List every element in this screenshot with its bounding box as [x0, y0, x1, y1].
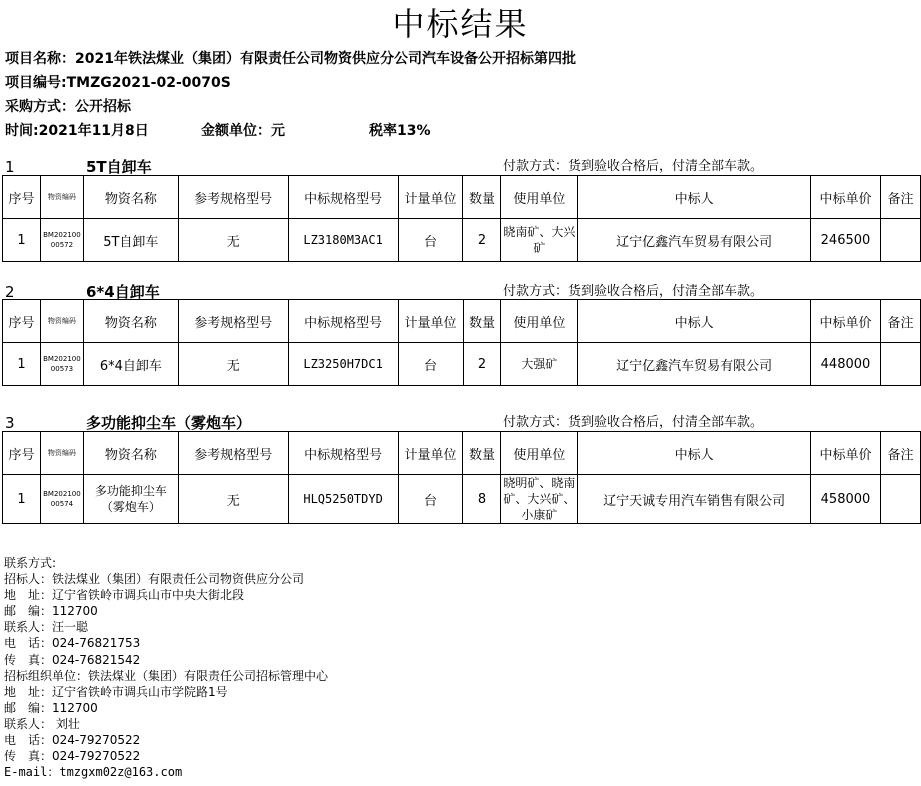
cell-price: 448000 [811, 343, 881, 386]
section-number: 3 [5, 414, 15, 432]
section-2-table [2, 299, 921, 386]
tax-rate: 税率13% [369, 123, 431, 139]
header-cell: 计量单位 [398, 176, 463, 219]
cell-bid-spec: HLQ5250TDYD [288, 475, 398, 524]
cell-qty: 2 [463, 343, 501, 386]
section-number: 1 [5, 158, 15, 176]
header-cell: 物资名称 [83, 300, 178, 343]
agency: 招标组织单位：铁法煤业（集团）有限责任公司招标管理中心 [4, 668, 329, 683]
cell-ref-spec: 无 [178, 343, 288, 386]
cell-remark [880, 343, 920, 386]
header-cell: 物资编码 [40, 432, 83, 475]
header-cell: 中标规格型号 [288, 432, 398, 475]
header-cell: 序号 [3, 300, 41, 343]
agency-fax: 传 真：024-79270522 [4, 749, 141, 764]
section-number: 2 [5, 283, 15, 301]
email-link[interactable]: E-mail：tmzgxm02z@163.com [4, 765, 183, 780]
agency-phone: 电 话：024-79270522 [4, 733, 141, 748]
header-cell: 中标规格型号 [288, 300, 398, 343]
section-name: 多功能抑尘车（雾炮车） [86, 414, 252, 432]
header-cell: 序号 [3, 432, 41, 475]
cell-code: BM20210000572 [40, 219, 83, 262]
agency-contact-person: 联系人： 刘壮 [4, 716, 80, 731]
header-cell: 中标单价 [811, 300, 881, 343]
tenderer-address: 地 址：辽宁省铁岭市调兵山市中央大街北段 [4, 588, 245, 603]
cell-seq: 1 [3, 475, 41, 524]
cell-unit: 台 [398, 475, 463, 524]
header-cell: 使用单位 [501, 300, 578, 343]
header-cell: 数量 [463, 300, 501, 343]
header-cell: 数量 [463, 432, 501, 475]
header-cell: 中标人 [578, 300, 811, 343]
cell-price: 246500 [811, 219, 881, 262]
cell-winner: 辽宁亿鑫汽车贸易有限公司 [578, 219, 811, 262]
header-cell: 备注 [880, 300, 920, 343]
section-1-header [0, 157, 921, 177]
cell-remark [880, 475, 920, 524]
section-3-table [2, 431, 921, 524]
cell-unit: 台 [398, 219, 463, 262]
header-cell: 计量单位 [398, 432, 463, 475]
tenderer-phone: 电 话：024-76821753 [4, 636, 141, 651]
cell-winner: 辽宁天诚专用汽车销售有限公司 [578, 475, 811, 524]
cell-bid-spec: LZ3250H7DC1 [288, 343, 398, 386]
section-name: 6*4自卸车 [86, 283, 160, 301]
section-1-table [2, 175, 921, 262]
project-name: 项目名称：2021年铁法煤业（集团）有限责任公司物资供应分公司汽车设备公开招标第四批 [5, 51, 576, 67]
header-cell: 物资编码 [40, 300, 83, 343]
header-cell: 使用单位 [501, 432, 578, 475]
table-row [3, 343, 921, 386]
cell-remark [880, 219, 920, 262]
header-cell: 参考规格型号 [178, 432, 288, 475]
cell-ref-spec: 无 [178, 475, 288, 524]
award-date: 时间:2021年11月8日 [5, 123, 149, 139]
cell-price: 458000 [811, 475, 881, 524]
cell-code: BM20210000574 [40, 475, 83, 524]
header-cell: 使用单位 [501, 176, 578, 219]
payment-terms: 付款方式：货到验收合格后，付清全部车款。 [503, 415, 764, 430]
header-cell: 物资名称 [83, 432, 178, 475]
section-name: 5T自卸车 [86, 158, 152, 176]
header-cell: 参考规格型号 [178, 300, 288, 343]
payment-terms: 付款方式：货到验收合格后，付清全部车款。 [503, 159, 764, 174]
tenderer-fax: 传 真：024-76821542 [4, 652, 141, 667]
header-cell: 计量单位 [398, 300, 463, 343]
cell-material: 5T自卸车 [83, 219, 178, 262]
header-cell: 物资编码 [40, 176, 83, 219]
payment-terms: 付款方式：货到验收合格后，付清全部车款。 [503, 284, 764, 299]
cell-ref-spec: 无 [178, 219, 288, 262]
cell-unit: 台 [398, 343, 463, 386]
header-cell: 中标单价 [811, 432, 881, 475]
amount-unit: 金额单位：元 [201, 123, 285, 139]
tenderer-zip: 邮 编：112700 [4, 604, 98, 619]
cell-material: 多功能抑尘车（雾炮车） [83, 475, 178, 524]
tenderer: 招标人：铁法煤业（集团）有限责任公司物资供应分公司 [4, 572, 305, 587]
cell-code: BM20210000573 [40, 343, 83, 386]
purchase-method: 采购方式：公开招标 [5, 99, 131, 115]
cell-bid-spec: LZ3180M3AC1 [288, 219, 398, 262]
page-title: 中标结果 [392, 5, 529, 43]
header-cell: 备注 [880, 432, 920, 475]
cell-material: 6*4自卸车 [83, 343, 178, 386]
cell-user-unit: 晓南矿、大兴矿 [501, 219, 578, 262]
cell-seq: 1 [3, 343, 41, 386]
cell-winner: 辽宁亿鑫汽车贸易有限公司 [578, 343, 811, 386]
header-cell: 数量 [463, 176, 501, 219]
tenderer-contact-person: 联系人：汪一聪 [4, 620, 89, 635]
contact-heading: 联系方式: [4, 556, 57, 570]
agency-address: 地 址：辽宁省铁岭市调兵山市学院路1号 [4, 684, 228, 699]
header-cell: 中标人 [578, 432, 811, 475]
header-cell: 中标人 [578, 176, 811, 219]
table-row [3, 475, 921, 524]
agency-zip: 邮 编：112700 [4, 700, 98, 715]
header-cell: 物资名称 [83, 176, 178, 219]
header-cell: 参考规格型号 [178, 176, 288, 219]
cell-user-unit: 大强矿 [501, 343, 578, 386]
contact-block [4, 555, 328, 780]
project-number: 项目编号:TMZG2021-02-0070S [5, 75, 231, 91]
header-cell: 序号 [3, 176, 41, 219]
table-row [3, 219, 921, 262]
header-cell: 中标单价 [811, 176, 881, 219]
header-cell: 中标规格型号 [288, 176, 398, 219]
table-header-row [3, 176, 921, 219]
header-cell: 备注 [880, 176, 920, 219]
meta-line [5, 121, 431, 141]
cell-qty: 2 [463, 219, 501, 262]
cell-user-unit: 晓明矿、晓南矿、大兴矿、小康矿 [501, 475, 578, 524]
cell-qty: 8 [463, 475, 501, 524]
table-header-row [3, 432, 921, 475]
table-header-row [3, 300, 921, 343]
cell-seq: 1 [3, 219, 41, 262]
section-3-header [0, 413, 921, 433]
